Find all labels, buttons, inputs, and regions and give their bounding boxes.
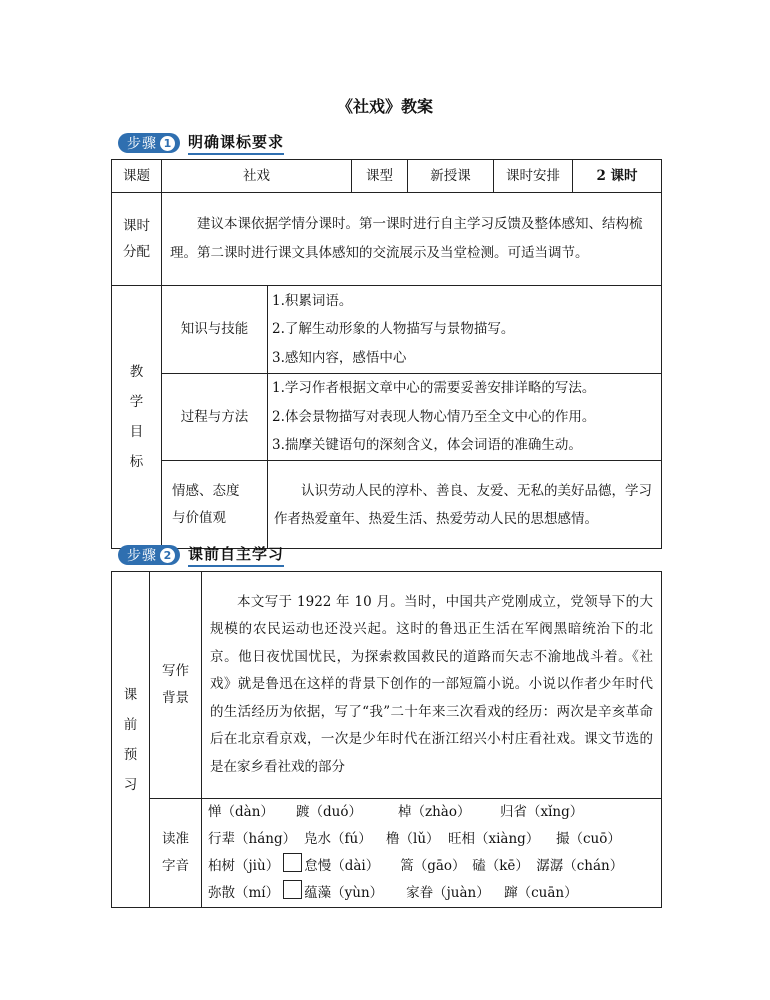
pinyin-word: 惮（dàn）: [208, 804, 274, 820]
step-label: 步骤: [127, 136, 157, 152]
pinyin-word: 踱（duó）: [296, 804, 362, 820]
pinyin-word: 归省（xǐng）: [500, 804, 584, 820]
pinyin-word: 桕树（jiù）: [208, 858, 280, 874]
pronunciation-row: [112, 799, 662, 908]
preview-section-label: [112, 572, 150, 908]
knowledge-item: 3.感知内容，感悟中心: [272, 349, 407, 366]
pinyin-word: 旺相（xiàng）: [448, 831, 540, 847]
allocation-label-line: 课时: [123, 218, 150, 234]
pinyin-word: 凫水（fú）: [304, 831, 372, 847]
emotion-label-line: 与价值观: [172, 509, 226, 526]
lesson-plan-table: [111, 159, 662, 549]
pronunciation-label-line: 读准: [162, 831, 189, 847]
goal-process-row: [112, 374, 662, 461]
blank-box: [283, 880, 302, 899]
schedule-value: 2 课时: [573, 160, 662, 193]
step-2-header: [118, 544, 284, 566]
knowledge-label: 知识与技能: [162, 286, 268, 374]
preview-label-char: 预: [123, 746, 138, 763]
pinyin-row: [208, 826, 655, 853]
allocation-row: [112, 193, 662, 286]
pinyin-word: 蹿（cuān）: [504, 885, 578, 901]
knowledge-item: 1.积累词语。: [272, 292, 353, 309]
knowledge-items: [268, 286, 662, 374]
blank-box: [283, 853, 302, 872]
preview-table: [111, 571, 662, 908]
process-item: 3.揣摩关键语句的深刻含义，体会词语的准确生动。: [272, 437, 582, 454]
page-title: 《社戏》教案: [336, 97, 433, 116]
step-heading: 课前自主学习: [188, 543, 284, 567]
pronunciation-label-line: 字音: [162, 858, 189, 874]
process-item: 1.学习作者根据文章中心的需要妥善安排详略的写法。: [272, 380, 596, 397]
step-1-header: [118, 132, 284, 154]
step-label: 步骤: [127, 548, 157, 564]
topic-value: 社戏: [162, 160, 352, 193]
pinyin-word: 弥散（mí）: [208, 885, 280, 901]
preview-label-char: 前: [123, 716, 138, 733]
background-row: [112, 572, 662, 799]
pinyin-word: 磕（kē）: [472, 858, 529, 874]
goals-label-char: 教: [129, 364, 144, 380]
preview-label-char: 课: [123, 686, 138, 703]
type-label: 课型: [352, 160, 408, 193]
background-text: 本文写于 1922 年 10 月。当时，中国共产党刚成立，党领导下的大规模的农民运动也还没兴起。这时的鲁迅正生活在军阀黑暗统治下的北京。他日夜忧国忧民，为探索救国救民的道路而矢志不渝地战斗着。《社戏》就是鲁迅在这样的背景下创作的一部短篇小说。小说以作者少年时代的生活经历为依据，写了“我”二十年来三次看戏的经历：两次是辛亥革命后在北京看京戏，一次是少年时代在浙江绍兴小村庄看社戏。课文节选的是在家乡看社戏的部分: [202, 572, 662, 799]
step-number: 1: [160, 136, 175, 151]
goal-knowledge-row: [112, 286, 662, 374]
background-label-line: 写作: [162, 663, 189, 679]
pinyin-word: 潺潺（chán）: [536, 858, 624, 874]
type-value: 新授课: [408, 160, 494, 193]
step-badge: [118, 545, 180, 565]
pronunciation-list: [202, 799, 662, 908]
pinyin-row: [208, 799, 655, 826]
allocation-label-line: 分配: [123, 244, 150, 260]
emotion-text: 认识劳动人民的淳朴、善良、友爱、无私的美好品德，学习作者热爱童年、热爱生活、热爱劳动人民的思想感情。: [268, 461, 662, 549]
pinyin-word: 撮（cuō）: [556, 831, 621, 847]
pinyin-word: 橹（lǔ）: [386, 831, 440, 847]
pinyin-word: 怠慢（dài）: [304, 858, 380, 874]
pinyin-word: 蕴藻（yùn）: [304, 885, 384, 901]
pronunciation-label: [150, 799, 202, 908]
allocation-label: [112, 193, 162, 286]
step-number: 2: [160, 548, 175, 563]
background-label: [150, 572, 202, 799]
preview-label-char: 习: [123, 776, 138, 793]
pinyin-word: 棹（zhào）: [398, 804, 471, 820]
step-heading: 明确课标要求: [188, 131, 284, 155]
process-label: 过程与方法: [162, 374, 268, 461]
goals-label-char: 目: [129, 424, 144, 440]
goals-label-char: 标: [129, 454, 144, 470]
goal-emotion-row: [112, 461, 662, 549]
background-label-line: 背景: [162, 690, 189, 706]
pinyin-word: 行辈（háng）: [208, 831, 297, 847]
pinyin-row: [208, 880, 655, 907]
process-item: 2.体会景物描写对表现人物心情乃至全文中心的作用。: [272, 408, 596, 425]
emotion-label-line: 情感、态度: [172, 482, 240, 499]
goals-label: [112, 286, 162, 549]
step-badge: [118, 133, 180, 153]
header-row: [112, 160, 662, 193]
emotion-label: [162, 461, 268, 549]
goals-label-char: 学: [129, 394, 144, 410]
pinyin-word: 家眷（juàn）: [406, 885, 490, 901]
allocation-text: 建议本课依据学情分课时。第一课时进行自主学习反馈及整体感知、结构梳理。第二课时进行课文具体感知的交流展示及当堂检测。可适当调节。: [162, 193, 662, 286]
knowledge-item: 2.了解生动形象的人物描写与景物描写。: [272, 321, 515, 338]
schedule-label: 课时安排: [494, 160, 573, 193]
process-items: [268, 374, 662, 461]
pinyin-row: [208, 853, 655, 880]
topic-label: 课题: [112, 160, 162, 193]
pinyin-word: 篙（gāo）: [400, 858, 466, 874]
